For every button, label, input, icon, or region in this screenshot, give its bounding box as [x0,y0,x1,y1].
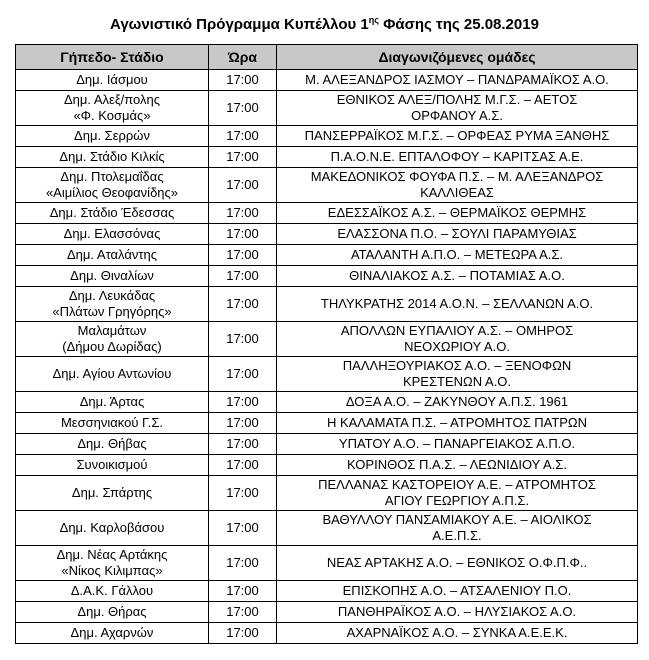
table-row [16,546,638,581]
teams-cell [277,203,638,224]
stadium-cell-line: Δημ. Αχαρνών [70,625,154,640]
teams-cell-line: ΠΑΝΣΕΡΡΑΪΚΟΣ Μ.Γ.Σ. – ΟΡΦΕΑΣ ΡΥΜΑ ΞΑΝΘΗΣ [304,128,610,143]
stadium-cell [16,147,209,168]
header-teams: Διαγωνιζόμενες ομάδες [277,45,638,70]
stadium-cell [16,392,209,413]
time-cell: 17:00 [209,511,277,546]
table-row [16,434,638,455]
time-cell: 17:00 [209,546,277,581]
table-row [16,413,638,434]
teams-cell-line: ΝΕΟΧΩΡΙΟΥ Α.Ο. [404,339,510,354]
table-row [16,602,638,623]
teams-cell [277,476,638,511]
time-cell: 17:00 [209,245,277,266]
teams-cell-line: ΕΘΝΙΚΟΣ ΑΛΕΞ/ΠΟΛΗΣ Μ.Γ.Σ. – ΑΕΤΟΣ [336,92,578,107]
teams-cell-line: ΥΠΑΤΟΥ Α.Ο. – ΠΑΝΑΡΓΕΙΑΚΟΣ Α.Π.Ο. [338,436,576,451]
stadium-cell-line: Δημ. Θήρας [77,604,147,619]
stadium-cell [16,602,209,623]
stadium-cell [16,91,209,126]
table-row [16,266,638,287]
teams-cell-line: ΘΙΝΑΛΙΑΚΟΣ Α.Σ. – ΠΟΤΑΜΙΑΣ Α.Ο. [349,268,565,283]
teams-cell [277,413,638,434]
schedule-body [16,70,638,644]
time-cell: 17:00 [209,623,277,644]
stadium-cell-line: Δημ. Καρλοβάσου [59,520,165,535]
time-cell: 17:00 [209,322,277,357]
teams-cell-line: ΠΑΝΘΗΡΑΪΚΟΣ Α.Ο. – ΗΛΥΣΙΑΚΟΣ Α.Ο. [337,604,577,619]
stadium-cell-line: Δημ. Θήβας [77,436,147,451]
teams-cell-line: ΠΕΛΛΑΝΑΣ ΚΑΣΤΟΡΕΙΟΥ Α.Ε. – ΑΤΡΟΜΗΤΟΣ [318,477,596,492]
stadium-cell [16,287,209,322]
teams-cell [277,546,638,581]
table-row [16,168,638,203]
time-cell: 17:00 [209,392,277,413]
stadium-cell [16,581,209,602]
teams-cell [277,357,638,392]
table-row [16,147,638,168]
teams-cell [277,581,638,602]
teams-cell [277,147,638,168]
time-cell: 17:00 [209,266,277,287]
stadium-cell [16,413,209,434]
stadium-cell-line: Δημ. Σπάρτης [71,485,153,500]
stadium-cell [16,245,209,266]
table-row [16,392,638,413]
page-title [0,10,649,35]
stadium-cell [16,357,209,392]
teams-cell-line: ΠΑΛΛΗΞΟΥΡΙΑΚΟΣ Α.Ο. – ΞΕΝΟΦΩΝ [342,358,572,373]
teams-cell [277,126,638,147]
time-cell: 17:00 [209,91,277,126]
stadium-cell-line: Δημ. Αταλάντης [67,247,157,262]
table-row [16,476,638,511]
stadium-cell-line: Δημ. Ιάσμου [76,72,148,87]
teams-cell-line: ΚΟΡΙΝΘΟΣ Π.Α.Σ. – ΛΕΩΝΙΔΙΟΥ Α.Σ. [347,457,567,472]
table-row [16,224,638,245]
stadium-cell [16,476,209,511]
time-cell: 17:00 [209,70,277,91]
stadium-cell [16,455,209,476]
time-cell: 17:00 [209,434,277,455]
time-cell: 17:00 [209,287,277,322]
teams-cell [277,322,638,357]
table-row [16,623,638,644]
time-cell: 17:00 [209,147,277,168]
teams-cell-line: Π.Α.Ο.Ν.Ε. ΕΠΤΑΛΟΦΟΥ – ΚΑΡΙΤΣΑΣ Α.Ε. [330,149,584,164]
time-cell: 17:00 [209,168,277,203]
time-cell: 17:00 [209,357,277,392]
table-row [16,581,638,602]
table-row [16,322,638,357]
title-suffix: Φάσης της 25.08.2019 [378,16,539,33]
stadium-cell [16,511,209,546]
time-cell: 17:00 [209,126,277,147]
stadium-cell-line: Συνοικισμού [76,457,148,472]
stadium-cell [16,434,209,455]
table-row [16,511,638,546]
teams-cell [277,70,638,91]
stadium-cell [16,203,209,224]
stadium-cell-line: Δημ. Στάδιο Κιλκίς [59,149,165,164]
stadium-cell [16,322,209,357]
teams-cell-line: ΑΓΙΟΥ ΓΕΩΡΓΙΟΥ Α.Π.Σ. [384,493,530,508]
time-cell: 17:00 [209,476,277,511]
teams-cell [277,168,638,203]
stadium-cell-line: (Δήμου Δωρίδας) [62,339,162,354]
teams-cell-line: ΑΠΟΛΛΩΝ ΕΥΠΑΛΙΟΥ Α.Σ. – ΟΜΗΡΟΣ [340,323,574,338]
stadium-cell-line: «Πλάτων Γρηγόρης» [52,304,172,319]
teams-cell-line: ΕΔΕΣΣΑΪΚΟΣ Α.Σ. – ΘΕΡΜΑΪΚΟΣ ΘΕΡΜΗΣ [327,205,587,220]
stadium-cell-line: Μεσσηνιακού Γ.Σ. [60,415,164,430]
header-time: Ώρα [209,45,277,70]
table-row [16,245,638,266]
time-cell: 17:00 [209,602,277,623]
teams-cell-line: Η ΚΑΛΑΜΑΤΑ Π.Σ. – ΑΤΡΟΜΗΤΟΣ ΠΑΤΡΩΝ [326,415,588,430]
stadium-cell-line: Δημ. Θιναλίων [70,268,154,283]
table-row [16,70,638,91]
time-cell: 17:00 [209,581,277,602]
teams-cell-line: ΜΑΚΕΔΟΝΙΚΟΣ ΦΟΥΦΑ Π.Σ. – Μ. ΑΛΕΞΑΝΔΡΟΣ [310,169,604,184]
title-prefix: Αγωνιστικό Πρόγραμμα Κυπέλλου 1 [110,16,369,33]
header-stadium: Γήπεδο- Στάδιο [16,45,209,70]
teams-cell-line: ΚΡΕΣΤΕΝΩΝ Α.Ο. [402,374,512,389]
table-row [16,126,638,147]
teams-cell [277,266,638,287]
teams-cell [277,434,638,455]
teams-cell [277,245,638,266]
time-cell: 17:00 [209,455,277,476]
teams-cell [277,287,638,322]
table-row [16,203,638,224]
stadium-cell-line: Δημ. Λευκάδας [68,288,156,303]
stadium-cell [16,70,209,91]
stadium-cell-line: «Νίκος Κιλιμπας» [61,563,163,578]
teams-cell-line: ΕΠΙΣΚΟΠΗΣ Α.Ο. – ΑΤΣΑΛΕΝΙΟΥ Π.Ο. [342,583,572,598]
stadium-cell [16,224,209,245]
time-cell: 17:00 [209,224,277,245]
teams-cell [277,392,638,413]
teams-cell [277,623,638,644]
header-row [16,45,638,70]
teams-cell [277,602,638,623]
schedule-table [15,44,638,644]
teams-cell [277,224,638,245]
stadium-cell-line: Δημ. Νέας Αρτάκης [56,547,168,562]
stadium-cell-line: Δημ. Αλεξ/πολης [63,92,161,107]
teams-cell-line: ΒΑΘΥΛΛΟΥ ΠΑΝΣΑΜΙΑΚΟΥ Α.Ε. – ΑΙΟΛΙΚΟΣ [322,512,592,527]
stadium-cell-line: Δημ. Αγίου Αντωνίου [52,366,172,381]
time-cell: 17:00 [209,413,277,434]
teams-cell-line: ΑΤΑΛΑΝΤΗ Α.Π.Ο. – ΜΕΤΕΩΡΑ Α.Σ. [350,247,564,262]
title-superscript: ης [368,15,379,25]
teams-cell [277,91,638,126]
teams-cell-line: Μ. ΑΛΕΞΑΝΔΡΟΣ ΙΑΣΜΟΥ – ΠΑΝΔΡΑΜΑΪΚΟΣ Α.Ο. [305,72,609,87]
stadium-cell-line: Δημ. Άρτας [79,394,145,409]
table-row [16,455,638,476]
stadium-cell-line: Μαλαμάτων [77,323,147,338]
table-row [16,91,638,126]
table-row [16,357,638,392]
stadium-cell-line: Δημ. Στάδιο Έδεσσας [49,205,175,220]
table-row [16,287,638,322]
stadium-cell-line: Δημ. Ελασσόνας [63,226,161,241]
stadium-cell [16,546,209,581]
time-cell: 17:00 [209,203,277,224]
stadium-cell-line: «Φ. Κοσμάς» [73,108,151,123]
stadium-cell-line: Δ.Α.Κ. Γάλλου [70,583,154,598]
teams-cell-line: ΔΟΞΑ Α.Ο. – ΖΑΚΥΝΘΟΥ Α.Π.Σ. 1961 [345,394,569,409]
teams-cell-line: Α.Ε.Π.Σ. [432,528,482,543]
teams-cell-line: ΚΑΛΛΙΘΕΑΣ [420,185,494,200]
teams-cell [277,455,638,476]
teams-cell [277,511,638,546]
teams-cell-line: ΕΛΑΣΣΟΝΑ Π.Ο. – ΣΟΥΛΙ ΠΑΡΑΜΥΘΙΑΣ [337,226,577,241]
stadium-cell [16,168,209,203]
teams-cell-line: ΤΗΛΥΚΡΑΤΗΣ 2014 Α.Ο.Ν. – ΣΕΛΛΑΝΩΝ Α.Ο. [320,296,594,311]
teams-cell-line: ΟΡΦΑΝΟΥ Α.Σ. [411,108,503,123]
stadium-cell-line: Δημ. Σερρών [74,128,150,143]
teams-cell-line: ΝΕΑΣ ΑΡΤΑΚΗΣ Α.Ο. – ΕΘΝΙΚΟΣ Ο.Φ.Π.Φ.. [326,555,588,570]
stadium-cell-line: Δημ. Πτολεμαΐδας [60,169,164,184]
stadium-cell-line: «Αιμίλιος Θεοφανίδης» [45,185,179,200]
teams-cell-line: ΑΧΑΡΝΑΪΚΟΣ Α.Ο. – ΣΥΝΚΑ Α.Ε.Ε.Κ. [346,625,568,640]
stadium-cell [16,126,209,147]
stadium-cell [16,266,209,287]
stadium-cell [16,623,209,644]
